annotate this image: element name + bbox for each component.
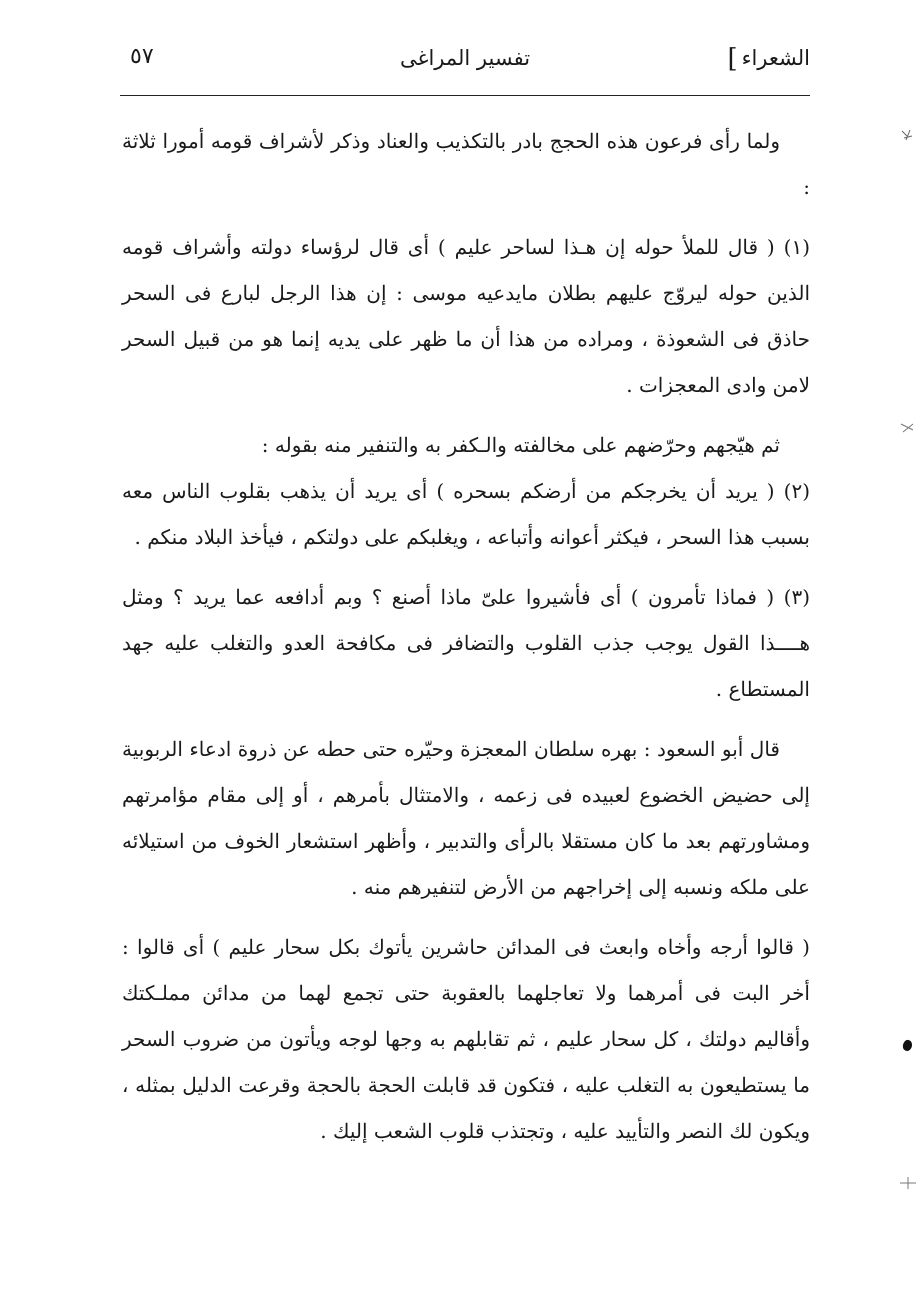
- paragraph-verse-reply: ( قالوا أرجه وأخاه وابعث فى المدائن حاشرين يأتوك بكل سحار عليم ) أى قالوا : أخر البت فى أمرهما ولا تعاجلهما بالعقوبة حتى تجمع لهما من مدائن مملـكتك وأقاليم دولتك ، كل سحار عليم ، ثم تقابلهم به وجها لوجه ويأتون من ضروب السحر ما يستطيعون به التغلب عليه ، فتكون قد قابلت الحجة بالحجة وقرعت الدليل بمثله ، ويكون لك النصر والتأييد عليه ، وتجتذب قلوب الشعب إليك .: [122, 935, 810, 1143]
- paragraph-point-1: (١) ( قال للملأ حوله إن هـذا لساحر عليم ) أى قال لرؤساء دولته وأشراف قومه الذين حوله ليروّج عليهم بطلان مايدعيه موسى : إن هذا الرجل لبارع فى السحر حاذق فى الشعوذة ، ومراده من هذا أن ما ظهر على يديه إنما هو من قبيل السحر لامن وادى المعجزات .: [122, 235, 810, 397]
- body-text: [122, 118, 810, 1154]
- header-rule: [120, 95, 810, 96]
- chapter-bracket: ]: [727, 44, 738, 74]
- paragraph-incitement: ثم هيّجهم وحرّضهم على مخالفته والـكفر به والتنفير منه بقوله :: [261, 433, 780, 457]
- paragraph-intro: ولما رأى فرعون هذه الحجج بادر بالتكذيب والعناد وذكر لأشراف قومه أمورا ثلاثة :: [122, 129, 810, 199]
- margin-scribble-mark: [898, 128, 918, 144]
- paragraph-abu-saud: قال أبو السعود : بهره سلطان المعجزة وحيّره حتى حطه عن ذروة ادعاء الربوبية إلى حضيض الخضوع لعبيده فى زعمه ، والامتثال بأمرهم ، أو إلى مقام مؤامرتهم ومشاورتهم بعد ما كان مستقلا بالرأى والتدبير ، وأظهر استشعار الخوف من استيلائه على ملكه ونسبه إلى إخراجهم من الأرض لتنفيرهم منه .: [122, 737, 810, 899]
- paragraph-point-2: (٢) ( يريد أن يخرجكم من أرضكم بسحره ) أى يريد أن يذهب بقلوب الناس معه بسبب هذا السحر ، فيكثر أعوانه وأتباعه ، ويغلبكم على دولتكم ، فيأخذ البلاد منكم .: [122, 479, 810, 549]
- margin-ink-dot: [901, 1039, 913, 1052]
- page-number: ٥٧: [130, 44, 154, 69]
- page-header: [120, 38, 810, 88]
- margin-scribble-mark: [898, 420, 918, 436]
- book-title: تفسير المراغى: [399, 46, 531, 70]
- chapter-label: الشعراء: [741, 46, 810, 70]
- paragraph-point-3: (٣) ( فماذا تأمرون ) أى فأشيروا علىّ ماذا أصنع ؟ وبم أدافعه عما يريد ؟ ومثل هــــذا القول يوجب جذب القلوب والتضافر فى مكافحة العدو والتغلب عليه جهد المستطاع .: [122, 585, 810, 701]
- margin-scribble-mark: [898, 1175, 918, 1191]
